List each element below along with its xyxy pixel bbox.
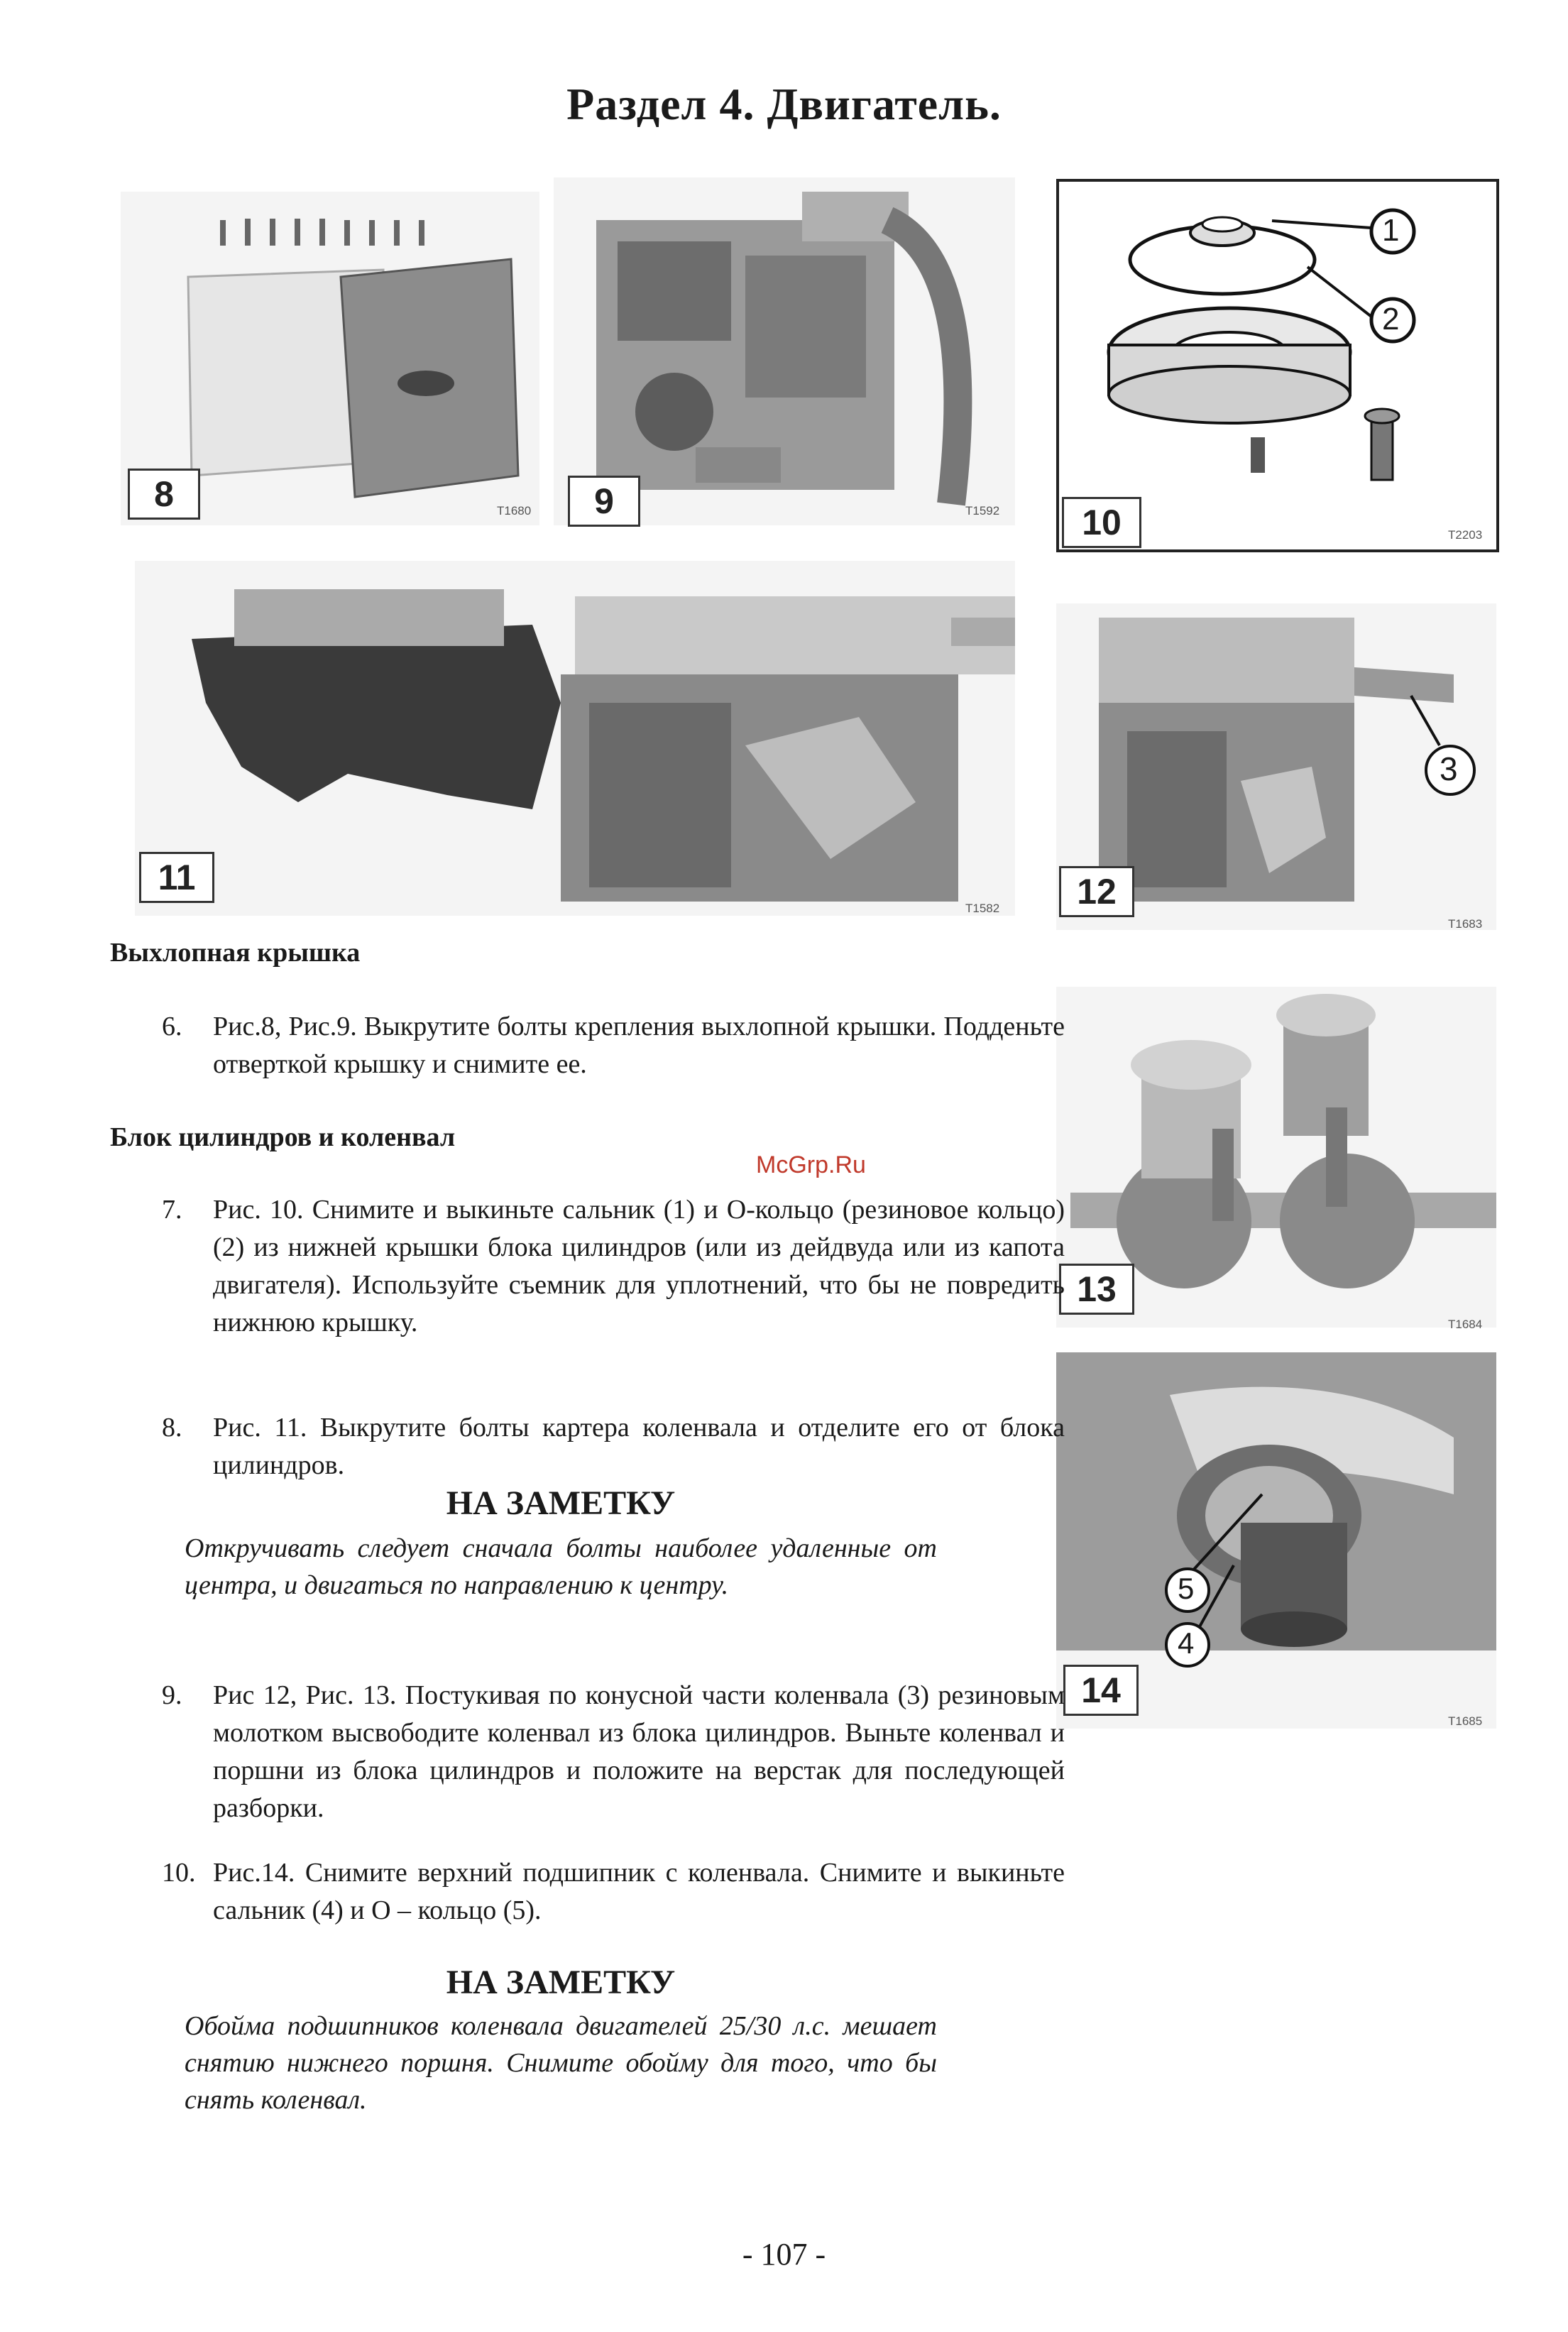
figure-12: [1056, 603, 1496, 930]
figure-10-illustration: [1059, 182, 1496, 549]
callout-1: 1: [1382, 213, 1400, 248]
callout-5: 5: [1178, 1572, 1195, 1605]
figure-14-number: 14: [1063, 1665, 1139, 1716]
figure-10-code: T2203: [1448, 528, 1483, 542]
figure-8: [121, 192, 539, 525]
note-1-text: Откручивать следует сначала болты наиболее удаленные от центра, и двигаться по направлению к центру.: [185, 1533, 937, 1600]
figure-9-code: T1592: [965, 504, 1000, 518]
figure-10-number: 10: [1062, 497, 1141, 548]
page-title: Раздел 4. Двигатель.: [566, 79, 1002, 129]
page-number: - 107 -: [742, 2237, 826, 2272]
step-9-text: Рис 12, Рис. 13. Постукивая по конусной части коленвала (3) резиновым молотком высвободите коленвал из блока цилиндров. Выньте коленвал и поршни из блока цилиндров и положите на верстак для последующей разборки.: [213, 1680, 1065, 1823]
figure-8-number: 8: [128, 469, 200, 520]
note-2-title: НА ЗАМЕТКУ: [446, 1964, 676, 2001]
figure-14: [1056, 1352, 1496, 1729]
figure-9-illustration: [554, 177, 1015, 525]
figure-13: [1056, 987, 1496, 1331]
step-8: [162, 1409, 1065, 1484]
figure-12-code: T1683: [1448, 917, 1483, 931]
callout-3: 3: [1440, 750, 1458, 787]
figure-11-illustration: [135, 561, 1015, 916]
step-10-text: Рис.14. Снимите верхний подшипник с коленвала. Снимите и выкиньте сальник (4) и О – кольцо (5).: [213, 1858, 1065, 1925]
figure-11-code: T1582: [965, 902, 1000, 915]
step-7: [162, 1191, 1065, 1342]
callout-4: 4: [1178, 1626, 1195, 1660]
figure-10: [1056, 179, 1499, 552]
step-9-number: 9.: [162, 1680, 182, 1710]
figure-11-number: 11: [139, 852, 214, 903]
figure-14-code: T1685: [1448, 1714, 1483, 1728]
step-7-number: 7.: [162, 1195, 182, 1225]
step-8-number: 8.: [162, 1413, 182, 1443]
figure-12-number: 12: [1059, 866, 1134, 917]
step-6-number: 6.: [162, 1012, 182, 1041]
figure-8-code: T1680: [497, 504, 532, 518]
figure-9: [554, 177, 1015, 525]
step-10-number: 10.: [162, 1858, 196, 1888]
step-10: [162, 1854, 1065, 1929]
note-1-title: НА ЗАМЕТКУ: [446, 1484, 676, 1522]
figure-13-code: T1684: [1448, 1318, 1483, 1331]
note-2-text: Обойма подшипников коленвала двигателей 25/30 л.с. мешает снятию нижнего поршня. Снимите обойму для того, что бы снять коленвал.: [185, 2011, 937, 2115]
section-heading-cylinder-block: Блок цилиндров и коленвал: [110, 1122, 456, 1152]
section-heading-exhaust-cover: Выхлопная крышка: [110, 938, 361, 968]
watermark: McGrp.Ru: [756, 1151, 866, 1178]
callout-2: 2: [1382, 302, 1400, 336]
figure-11: [135, 561, 1015, 916]
step-8-text: Рис. 11. Выкрутите болты картера коленвала и отделите его от блока цилиндров.: [213, 1413, 1065, 1480]
step-9: [162, 1677, 1065, 1827]
figure-13-number: 13: [1059, 1264, 1134, 1315]
step-7-text: Рис. 10. Снимите и выкиньте сальник (1) и О-кольцо (резиновое кольцо) (2) из нижней крышки блока цилиндров (или из дейдвуда или из капота двигателя). Используйте съемник для уплотнений, что бы не повредить нижнюю крышку.: [213, 1195, 1065, 1337]
figure-9-number: 9: [568, 476, 640, 527]
step-6: [162, 1008, 1065, 1083]
step-6-text: Рис.8, Рис.9. Выкрутите болты крепления выхлопной крышки. Подденьте отверткой крышку и снимите ее.: [213, 1012, 1065, 1079]
